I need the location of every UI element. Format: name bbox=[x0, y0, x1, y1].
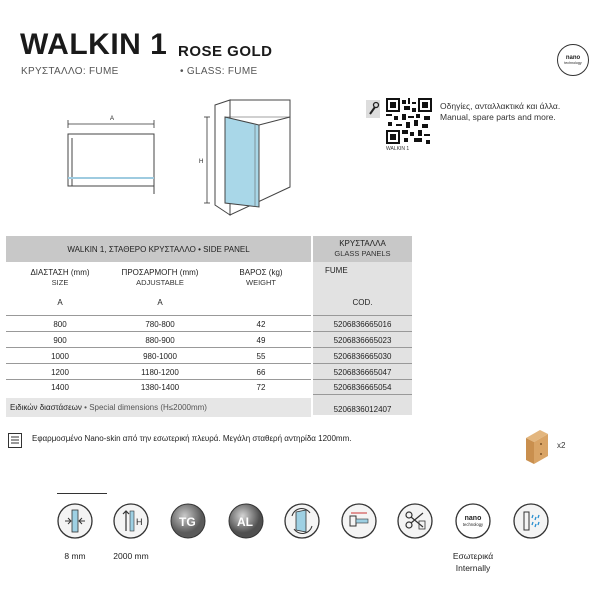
table-cell-adjustable: 1180-1200 bbox=[141, 368, 179, 377]
table-cell-weight: 49 bbox=[256, 336, 266, 345]
glass-height-icon bbox=[113, 503, 149, 539]
special-dimensions-label bbox=[10, 403, 207, 412]
table-cell-adjustable: 780-800 bbox=[145, 320, 175, 329]
handle-quantity: x2 bbox=[557, 441, 566, 450]
glass-type-en: • GLASS: FUME bbox=[180, 66, 258, 77]
col-adjustable-en: ADJUSTABLE bbox=[136, 278, 184, 287]
note-icon bbox=[8, 433, 22, 448]
row-divider bbox=[6, 363, 311, 364]
table-cell-size: 800 bbox=[53, 320, 67, 329]
stabilizer-bar-image bbox=[522, 428, 552, 466]
plan-dim-a: A bbox=[110, 116, 115, 122]
al-text: AL bbox=[237, 515, 253, 529]
col-adjustable-a: A bbox=[157, 298, 163, 307]
row-divider bbox=[313, 315, 412, 316]
qr-code[interactable] bbox=[386, 98, 432, 144]
glass-type-gr: ΚΡΥΣΤΑΛΛΟ: FUME bbox=[21, 66, 119, 77]
nano-skin-note: Εφαρμοσμένο Nano-skin από την εσωτερική πλευρά. Μεγάλη σταθερή αντηρίδα 1200mm. bbox=[32, 434, 352, 443]
row-divider bbox=[6, 315, 311, 316]
glass-header-en: GLASS PANELS bbox=[334, 249, 391, 258]
finish-title: ROSE GOLD bbox=[178, 43, 273, 60]
special-gr: Ειδικών διαστάσεων bbox=[10, 403, 82, 412]
aluminium-icon bbox=[228, 503, 264, 539]
table-cell-code: 5206836665054 bbox=[333, 383, 392, 392]
table-cell-weight: 55 bbox=[256, 352, 266, 361]
tg-text: TG bbox=[179, 515, 196, 529]
table-title-text: WALKIN 1, ΣΤΑΘΕΡΟ ΚΡΥΣΤΑΛΛΟ • SIDE PANEL bbox=[67, 244, 250, 254]
table-cell-size: 1400 bbox=[51, 383, 69, 392]
row-divider bbox=[313, 363, 412, 364]
qr-caption: WALKIN 1 bbox=[386, 146, 410, 152]
height-dim-h: H bbox=[199, 159, 204, 165]
thickness-label: 8 mm bbox=[64, 551, 86, 561]
special-en: • Special dimensions (H≤2000mm) bbox=[84, 403, 207, 412]
row-divider bbox=[313, 331, 412, 332]
col-size-a: A bbox=[57, 298, 63, 307]
col-size-en: SIZE bbox=[51, 278, 69, 287]
table-cell-weight: 42 bbox=[256, 320, 266, 329]
nano-icon-line1: nano bbox=[464, 515, 482, 522]
table-cell-size: 1200 bbox=[51, 368, 69, 377]
row-divider bbox=[6, 331, 311, 332]
col-weight-en: WEIGHT bbox=[246, 278, 276, 287]
col-adjustable-gr: ΠΡΟΣΑΡΜΟΓΗ (mm) bbox=[121, 268, 199, 277]
reversible-icon bbox=[284, 503, 320, 539]
table-cell-size: 900 bbox=[53, 336, 67, 345]
height-label: 2000 mm bbox=[113, 551, 149, 561]
row-divider bbox=[313, 347, 412, 348]
glass-panels-header bbox=[313, 236, 412, 262]
row-divider bbox=[6, 347, 311, 348]
table-cell-code: 5206836665023 bbox=[333, 336, 392, 345]
glass-thickness-icon bbox=[57, 503, 93, 539]
glass-name: FUME bbox=[325, 266, 348, 275]
nano-badge-line1: nano bbox=[565, 54, 581, 61]
row-divider bbox=[6, 379, 311, 380]
plan-view-drawing bbox=[58, 110, 168, 200]
table-cell-adjustable: 1380-1400 bbox=[140, 383, 180, 392]
product-title: WALKIN 1 bbox=[20, 28, 168, 61]
table-cell-code: 5206836665016 bbox=[333, 320, 392, 329]
special-code: 5206836012407 bbox=[333, 405, 392, 414]
nano-icon-line2: technology bbox=[462, 522, 484, 527]
nano-technology-icon bbox=[455, 503, 491, 539]
table-cell-weight: 66 bbox=[256, 368, 266, 377]
tempered-glass-icon bbox=[170, 503, 206, 539]
table-cell-code: 5206836665047 bbox=[333, 368, 392, 377]
table-cell-weight: 72 bbox=[256, 383, 266, 392]
row-divider bbox=[313, 394, 412, 395]
glass-header-gr: ΚΡΥΣΤΑΛΛΑ bbox=[339, 239, 386, 248]
code-header: COD. bbox=[352, 298, 373, 307]
perspective-view-drawing bbox=[195, 95, 300, 220]
height-letter: H bbox=[136, 517, 143, 527]
cut-to-size-icon bbox=[397, 503, 433, 539]
table-cell-adjustable: 880-900 bbox=[145, 336, 175, 345]
manual-text-gr: Οδηγίες, ανταλλακτικά και άλλα. bbox=[440, 101, 561, 111]
easy-clean-icon bbox=[513, 503, 549, 539]
nano-technology-badge bbox=[557, 44, 589, 76]
table-cell-adjustable: 980-1000 bbox=[143, 352, 177, 361]
nano-badge-line2: technology bbox=[564, 60, 582, 65]
nano-label-en: Internally bbox=[455, 563, 491, 573]
row-divider bbox=[313, 379, 412, 380]
table-title bbox=[6, 236, 311, 262]
table-cell-size: 1000 bbox=[51, 352, 69, 361]
col-size-gr: ΔΙΑΣΤΑΣΗ (mm) bbox=[30, 268, 90, 277]
col-weight-gr: ΒΑΡΟΣ (kg) bbox=[239, 268, 283, 277]
wall-profile-icon bbox=[341, 503, 377, 539]
thickness-reference-line bbox=[57, 493, 107, 494]
manual-text-en: Manual, spare parts and more. bbox=[440, 112, 556, 122]
wrench-icon bbox=[366, 100, 380, 118]
table-cell-code: 5206836665030 bbox=[333, 352, 392, 361]
nano-label-gr: Εσωτερικά bbox=[452, 551, 494, 561]
